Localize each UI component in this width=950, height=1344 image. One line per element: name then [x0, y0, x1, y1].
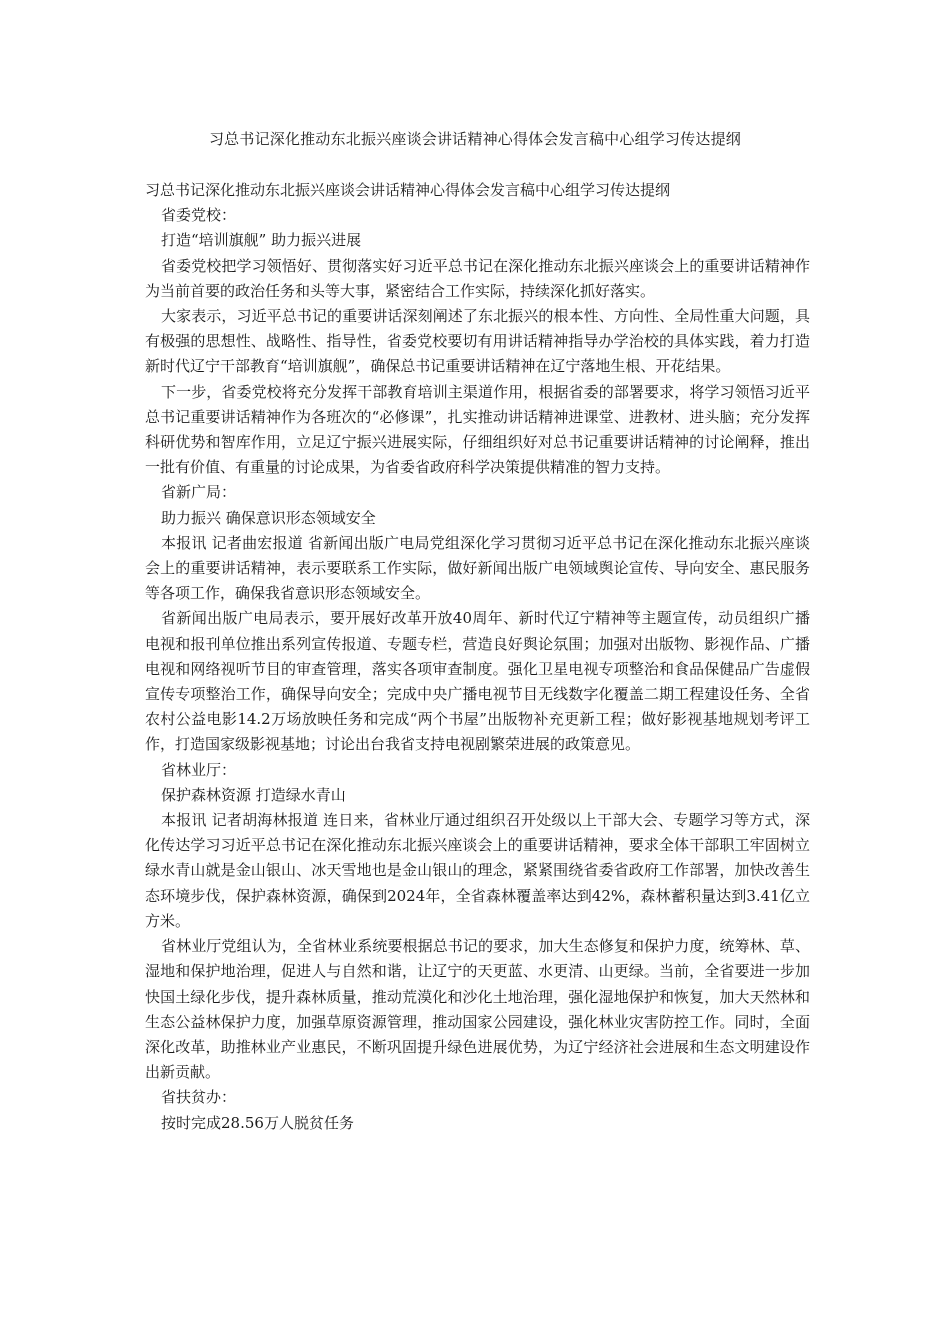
document-title: 习总书记深化推动东北振兴座谈会讲话精神心得体会发言稿中心组学习传达提纲 — [208, 130, 741, 148]
paragraph: 省林业厅党组认为，全省林业系统要根据总书记的要求，加大生态修复和保护力度，统筹林、草、湿地和保护地治理，促进人与自然和谐，让辽宁的天更蓝、水更清、山更绿。当前，全省要进一步加快国土绿化步伐，提升森林质量，推动荒漠化和沙化土地治理，强化湿地保护和恢复，加大天然林和生态公益林保护力度，加强草原资源管理，推动国家公园建设，强化林业灾害防控工作。同时，全面深化改革，助推林业产业惠民，不断巩固提升绿色进展优势，为辽宁经济社会进展和生态文明建设作出新贡献。 — [145, 937, 810, 1082]
section-subtitle: 按时完成28.56万人脱贫任务 — [161, 1113, 354, 1132]
paragraph: 大家表示，习近平总书记的重要讲话深刻阐述了东北振兴的根本性、方向性、全局性重大问题，具有极强的思想性、战略性、指导性，省委党校要切有用讲话精神指导办学治校的具体实践，着力打造新时代辽宁干部教育“培训旗舰”，确保总书记重要讲话精神在辽宁落地生根、开花结果。 — [145, 307, 810, 376]
section-subtitle: 打造“培训旗舰” 助力振兴进展 — [161, 231, 362, 250]
paragraph: 本报讯 记者曲宏报道 省新闻出版广电局党组深化学习贯彻习近平总书记在深化推动东北振兴座谈会上的重要讲话精神，表示要联系工作实际，做好新闻出版广电领域舆论宣传、导向安全、惠民服务等各项工作，确保我省意识形态领域安全。 — [145, 533, 810, 603]
document-body — [145, 178, 810, 1136]
paragraph: 下一步，省委党校将充分发挥干部教育培训主渠道作用，根据省委的部署要求，将学习领悟习近平总书记重要讲话精神作为各班次的“必修课”，扎实推动讲话精神进课堂、进教材、进头脑；充分发挥科研优势和智库作用，立足辽宁振兴进展实际，仔细组织好对总书记重要讲话精神的讨论阐释，推出一批有价值、有重量的讨论成果，为省委省政府科学决策提供精准的智力支持。 — [145, 382, 810, 477]
section-heading: 省扶贫办： — [161, 1088, 237, 1107]
paragraph: 习总书记深化推动东北振兴座谈会讲话精神心得体会发言稿中心组学习传达提纲 — [145, 181, 671, 199]
paragraph: 省新闻出版广电局表示，要开展好改革开放40周年、新时代辽宁精神等主题宣传，动员组织广播电视和报刊单位推出系列宣传报道、专题专栏，营造良好舆论氛围；加强对出版物、影视作品、广播电视和网络视听节目的审查管理，落实各项审查制度。强化卫星电视专项整治和食品保健品广告虚假宣传专项整治工作，确保导向安全；完成中央广播电视节目无线数字化覆盖二期工程建设任务、全省农村公益电影14.2万场放映任务和完成“两个书屋”出版物补充更新工程；做好影视基地规划考评工作，打造国家级影视基地；讨论出台我省支持电视剧繁荣进展的政策意见。 — [145, 609, 810, 754]
section-subtitle: 助力振兴 确保意识形态领域安全 — [161, 508, 376, 527]
paragraph: 本报讯 记者胡海林报道 连日来，省林业厅通过组织召开处级以上干部大会、专题学习等方式，深化传达学习习近平总书记在深化推动东北振兴座谈会上的重要讲话精神，要求全体干部职工牢固树立绿水青山就是金山银山、冰天雪地也是金山银山的理念，紧紧围绕省委省政府工作部署，加快改善生态环境步伐，保护森林资源，确保到2024年，全省森林覆盖率达到42%，森林蓄积量达到3.41亿立方米。 — [145, 811, 810, 930]
section-heading: 省委党校： — [161, 206, 237, 225]
section-heading: 省新广局： — [161, 483, 237, 502]
section-subtitle: 保护森林资源 打造绿水青山 — [161, 785, 346, 804]
paragraph: 省委党校把学习领悟好、贯彻落实好习近平总书记在深化推动东北振兴座谈会上的重要讲话精神作为当前首要的政治任务和头等大事，紧密结合工作实际，持续深化抓好落实。 — [145, 256, 810, 300]
section-heading: 省林业厅： — [161, 760, 237, 779]
